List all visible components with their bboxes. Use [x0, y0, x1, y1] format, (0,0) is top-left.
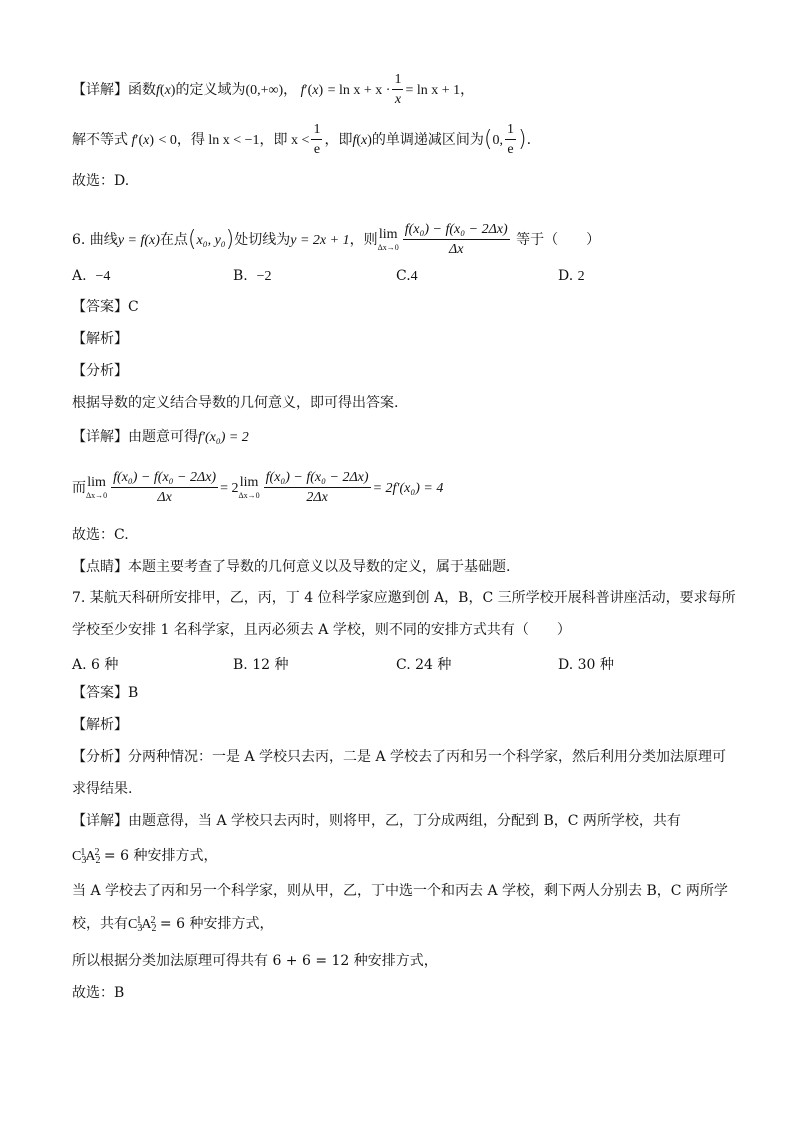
q6-option-a: A. −4: [72, 268, 111, 284]
math-expr: = 2f′(x₀) = 4: [372, 480, 444, 496]
text: 校，共有: [72, 916, 128, 932]
q6-stem: 6. 曲线y = f(x)在点(x₀, y₀)处切线为y = 2x + 1，则 lim Δx→0 $\frac{\text{f(x₀) − f(x₀ − 2Δx)}}{\Delta x}$ 等于（ ）: [72, 222, 601, 258]
limit-symbol: lim Δx→0: [377, 226, 399, 252]
q7-stem-2: 学校至少安排 1 名科学家，且丙必须去 A 学校，则不同的安排方式共有（ ）: [72, 622, 571, 638]
calc-fraction-1: $\frac{\text{f(x₀) − f(x₀ − 2Δx)}}{\Delta x}$: [113, 470, 217, 506]
q7-choose: 故选：B: [72, 985, 125, 1001]
q7-detail-5: 所以根据分类加法原理可得共有 6 + 6 = 12 种安排方式，: [72, 953, 438, 969]
q6-option-c: C.4: [396, 268, 418, 284]
choose-d: 故选：D.: [72, 173, 130, 189]
text: 在点: [159, 231, 188, 248]
text: = 6 种安排方式，: [103, 848, 218, 864]
limit-symbol: lim Δx→0: [86, 474, 108, 500]
text: 的定义域为: [175, 81, 246, 98]
q7-option-b: B. 12 种: [233, 657, 289, 673]
q6-dianjing: 【点睛】本题主要考查了导数的几何意义以及导数的定义，属于基础题.: [72, 559, 511, 575]
q7-fenxi-2: 求得结果.: [72, 781, 133, 797]
text: 的单调递减区间为: [371, 131, 484, 148]
q6-calculation: [72, 470, 443, 506]
text: 6. 曲线: [72, 231, 118, 248]
text: ，: [283, 81, 298, 98]
math-line: y = 2x + 1: [290, 232, 350, 248]
q7-detail-1: 【详解】由题意得，当 A 学校只去丙时，则将甲，乙，丁分成两组，分配到 B，C 两所学校，共有: [72, 813, 681, 829]
text: ，则: [349, 231, 378, 248]
text: 而: [72, 479, 86, 496]
q6-fenxi-text: 根据导数的定义结合导数的几何意义，即可得出答案.: [72, 395, 399, 411]
fraction-1-over-e-interval: $\frac{1}{e}$: [507, 122, 514, 158]
calc-fraction-2: $\frac{\text{f(x₀) − f(x₀ − 2Δx)}}{2\Delta x}$: [265, 470, 369, 506]
math-f: f: [156, 82, 160, 98]
fraction-1-over-x: $\frac{1}{x}$: [394, 72, 402, 108]
q6-option-b: B. −2: [233, 268, 272, 284]
text: 【详解】函数: [72, 81, 156, 98]
q7-fenxi-1: 【分析】分两种情况：一是 A 学校只去丙，二是 A 学校去了丙和另一个科学家，然后利用分类加法原理可: [72, 749, 727, 765]
math-derivative: f′(x₀) = 2: [198, 430, 249, 445]
q6-option-d: D. 2: [558, 268, 585, 284]
q7-option-d: D. 30 种: [558, 657, 614, 673]
fraction-1-over-e: $\frac{1}{e}$: [313, 122, 321, 158]
q7-option-a: A. 6 种: [72, 657, 119, 673]
math-expr: = ln x + 1: [405, 82, 461, 98]
text: = 6 种安排方式，: [159, 916, 274, 932]
limit-symbol: lim Δx→0: [238, 474, 260, 500]
q7-analysis-heading: 【解析】: [72, 717, 128, 733]
math-expr: = ln x + x ·: [327, 82, 391, 98]
detail-line-2: 解不等式 f′(x) < 0，得 ln x < −1，即 x < $\frac{1}{e}$ ，即f(x)的单调递减区间为(0, $\frac{1}{e}$ ).: [72, 122, 532, 158]
q7-stem-1: 7. 某航天科研所安排甲，乙，丙，丁 4 位科学家应邀到创 A，B，C 三所学校开展科普讲座活动，要求每所: [72, 590, 736, 606]
q6-fenxi-heading: 【分析】: [72, 363, 128, 379]
math-point: x₀, y₀: [196, 232, 226, 248]
q7-detail-4: 校，共有$C_3^1A_2^2 = 6$ 种安排方式，: [72, 915, 274, 934]
q7-detail-2: $C_3^1A_2^2 = 6$ 种安排方式，: [72, 847, 218, 866]
math-curve: y = f(x): [117, 232, 160, 248]
text: ，即: [324, 131, 353, 148]
math-x: x: [164, 82, 171, 98]
q6-choose: 故选：C.: [72, 527, 129, 543]
detail-line-1: 【详解】函数f(x)的定义域为(0,+∞)， f′(x) = ln x + x · $\frac{1}{x}$ = ln x + 1，: [72, 72, 475, 108]
q7-answer: 【答案】B: [72, 685, 139, 701]
text: 解不等式: [72, 131, 128, 148]
math-expr: < 0，得 ln x < −1，即 x <: [158, 132, 310, 148]
q7-detail-3: 当 A 学校去了丙和另一个科学家，则从甲，乙，丁中选一个和丙去 A 学校，剩下两人分别去 B，C 两所学: [72, 883, 728, 899]
q6-answer: 【答案】C: [72, 299, 139, 315]
text: 【详解】由题意可得: [72, 429, 198, 445]
q6-detail: [72, 430, 249, 445]
text: 处切线为: [234, 231, 291, 248]
q7-option-c: C. 24 种: [396, 657, 452, 673]
q6-analysis-heading: 【解析】: [72, 331, 128, 347]
limit-fraction: $\frac{\text{f(x₀) − f(x₀ − 2Δx)}}{\Delta x}$: [404, 222, 508, 258]
math-combination: C: [72, 849, 82, 864]
text: 等于（ ）: [516, 231, 601, 248]
domain-interval: (0,+∞): [245, 82, 284, 98]
math-expr: = 2: [220, 480, 239, 496]
math-expr: 0,: [492, 132, 503, 148]
